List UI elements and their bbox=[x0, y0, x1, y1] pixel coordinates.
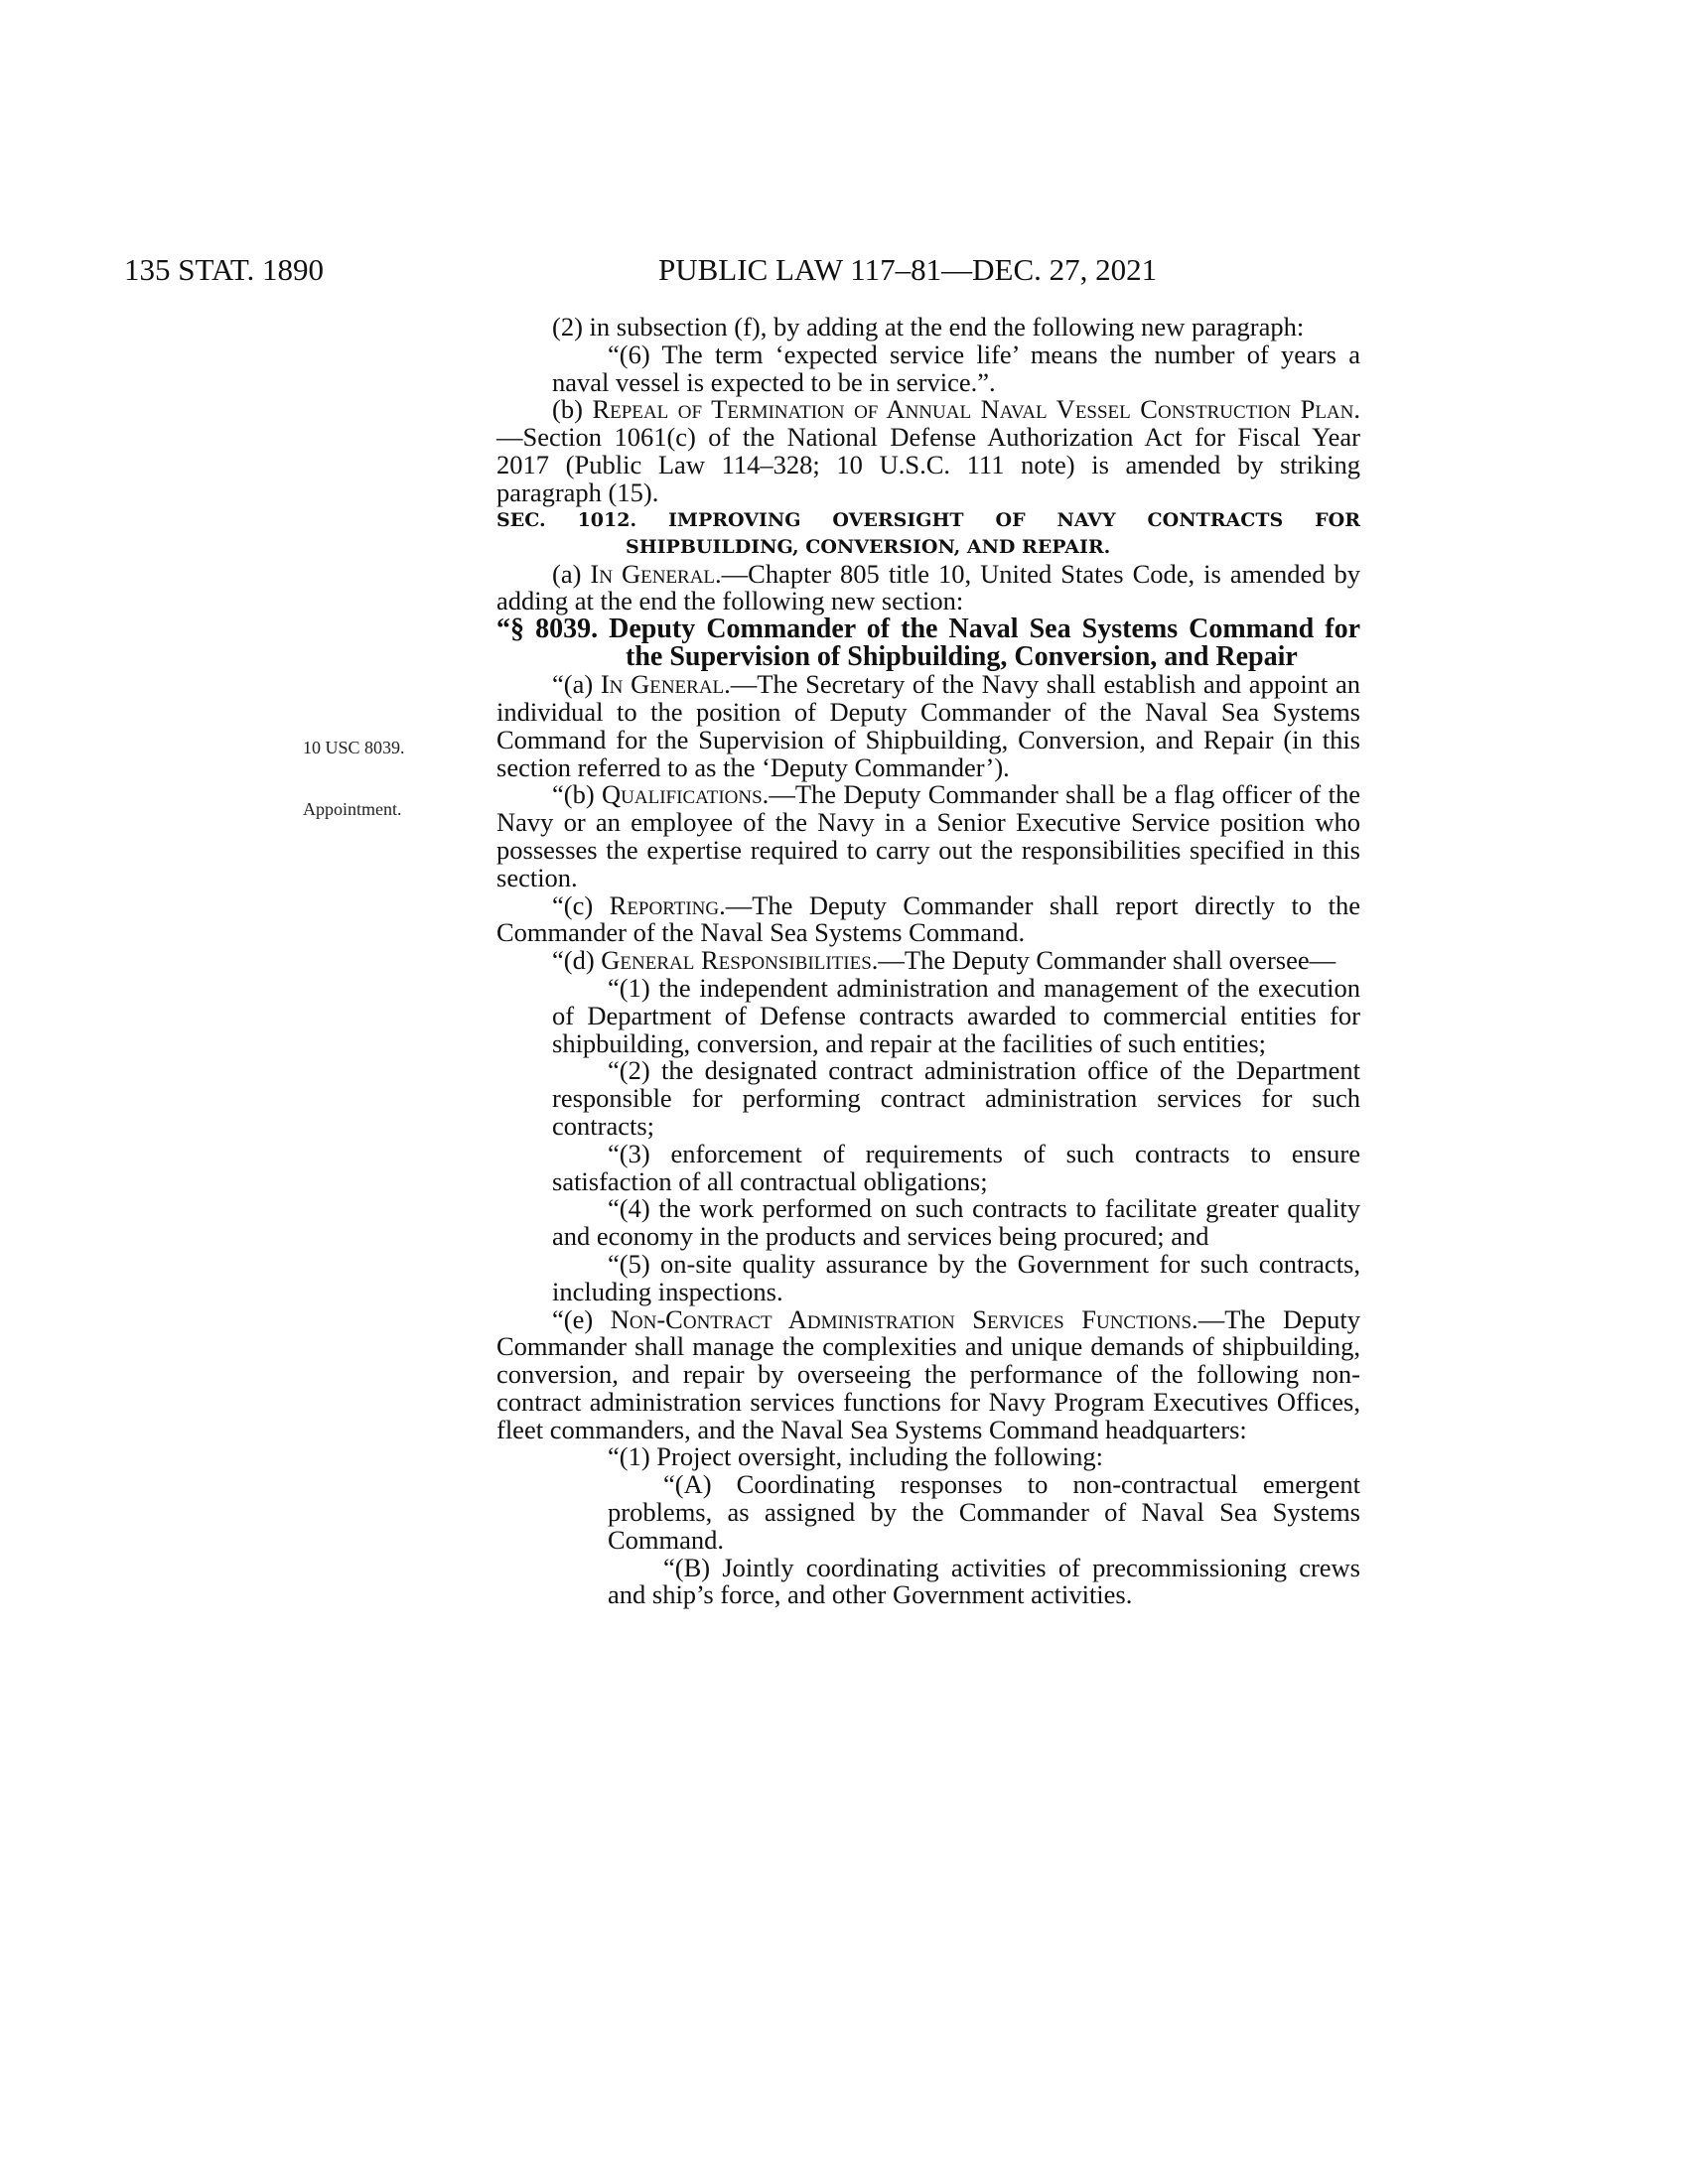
running-header bbox=[0, 250, 1688, 290]
paragraph-d3: “(3) enforcement of requirements of such contracts to ensure satisfaction of all contractual obligations; bbox=[552, 1138, 1360, 1196]
paragraph-repeal: (b) Repeal of Termination of Annual Naval Vessel Construction Plan.—Section 1061(c) of the National Defense Authorization Act for Fiscal Year 2017 (Public Law 114–328; 10 U.S.C. 111 note) is amended by striking paragraph (15). bbox=[496, 394, 1360, 507]
paragraph-d5: “(5) on-site quality assurance by the Government for such contracts, including inspections. bbox=[552, 1248, 1360, 1306]
paragraph-d1: “(1) the independent administration and management of the execution of Department of Defense contracts awarded to commercial entities for shipbuilding, conversion, and repair at the facilities of such entities; bbox=[552, 972, 1360, 1058]
subsection-heading: In General. bbox=[600, 669, 731, 700]
section-heading-1012: SEC. 1012. IMPROVING OVERSIGHT OF NAVY CONTRACTS FOR SHIPBUILDING, CONVERSION, AND REPAIR. bbox=[496, 508, 1360, 558]
subsection-heading: Reporting. bbox=[609, 889, 726, 920]
paragraph-d2: “(2) the designated contract administration office of the Department responsible for performing contract administration services for such contracts; bbox=[552, 1055, 1360, 1141]
paragraph-e1: “(1) Project oversight, including the following: bbox=[608, 1441, 1103, 1472]
subsection-b: “(b) Qualifications.—The Deputy Commander shall be a flag officer of the Navy or an employee of the Navy in a Senior Executive Service position who possesses the expertise required to carry out the responsibilities specified in this section. bbox=[496, 779, 1360, 892]
subsection-e: “(e) Non-Contract Administration Services Functions.—The Deputy Commander shall manage the complexities and unique demands of shipbuilding, conversion, and repair by overseeing the performance of the following non-contract administration services functions for Navy Program Executives Offices, fleet commanders, and the Naval Sea Systems Command headquarters: bbox=[496, 1303, 1360, 1444]
subparagraph-eA: “(A) Coordinating responses to non-contractual emergent problems, as assigned by the Commander of Naval Sea Systems Command. bbox=[608, 1469, 1360, 1555]
subsection-heading: General Responsibilities. bbox=[601, 945, 879, 976]
margin-note-usc: 10 USC 8039. bbox=[303, 738, 405, 757]
paragraph-in-general: (a) In General.—Chapter 805 title 10, United States Code, is amended by adding at the end the following new section: bbox=[496, 558, 1360, 616]
body-text bbox=[496, 314, 1360, 1609]
paragraph-subsection-f: (2) in subsection (f), by adding at the end the following new paragraph: bbox=[552, 312, 1305, 341]
subparagraph-eB: “(B) Jointly coordinating activities of precommissioning crews and ship’s force, and other Government activities. bbox=[608, 1552, 1360, 1610]
new-section-heading-8039: “§ 8039. Deputy Commander of the Naval Sea Systems Command for the Supervision of Shipbuilding, Conversion, and Repair bbox=[496, 614, 1360, 673]
subsection-heading: Qualifications. bbox=[602, 779, 770, 810]
subsection-c: “(c) Reporting.—The Deputy Commander shall report directly to the Commander of the Naval Sea Systems Command. bbox=[496, 889, 1360, 948]
statute-page-number: 135 STAT. 1890 bbox=[124, 252, 325, 287]
subsection-d: “(d) General Responsibilities.—The Deputy Commander shall oversee— bbox=[552, 945, 1336, 976]
paragraph-d4: “(4) the work performed on such contracts to facilitate greater quality and economy in the products and services being procured; and bbox=[552, 1193, 1360, 1252]
paragraph-expected-service-life: “(6) The term ‘expected service life’ means the number of years a naval vessel is expected to be in service.”. bbox=[552, 339, 1360, 397]
margin-note-appointment: Appointment. bbox=[303, 799, 402, 819]
subsection-a: “(a) In General.—The Secretary of the Navy shall establish and appoint an individual to the position of Deputy Commander of the Naval Sea Systems Command for the Supervision of Shipbuilding, Conversion, and Repair (in this section referred to as the ‘Deputy Commander’). bbox=[496, 669, 1360, 782]
public-law-title: PUBLIC LAW 117–81—DEC. 27, 2021 bbox=[658, 252, 1158, 287]
subsection-heading: Non-Contract Administration Services Functions. bbox=[610, 1303, 1198, 1334]
paragraph-heading: Repeal of Termination of Annual Naval Vessel Construction Plan. bbox=[592, 394, 1360, 425]
paragraph-heading: In General. bbox=[590, 558, 722, 589]
